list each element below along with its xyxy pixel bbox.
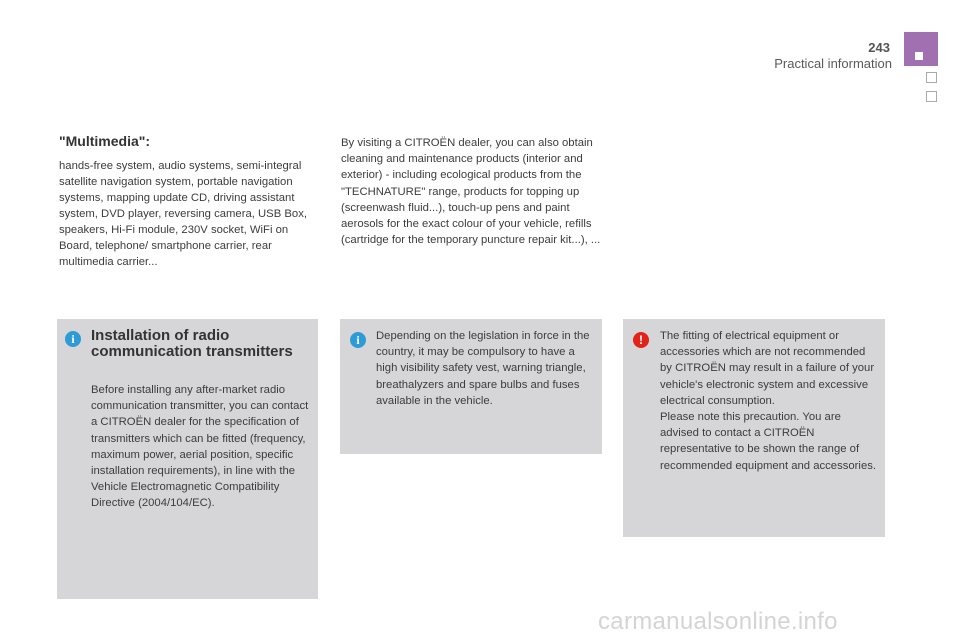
legislation-box-text: Depending on the legislation in force in the country, it may be compulsory to have a high visibility safety vest, warning triangle, breathalyzers and spare bulbs and fuses available in the vehicle. <box>376 330 590 407</box>
warning-box-text-1: The fitting of electrical equipment or accessories which are not recommended by CITROËN may result in a failure of your vehicle's electronic system and excessive electrical consumption. <box>660 330 875 407</box>
tab-outline-top <box>926 72 937 83</box>
radio-box-title: Installation of radio communication transmitters <box>91 327 293 360</box>
info-icon: i <box>65 331 81 347</box>
info-icon: i <box>350 332 366 348</box>
legislation-info-box <box>340 319 602 454</box>
radio-info-box <box>57 319 318 599</box>
warning-box-text <box>660 328 880 474</box>
warning-icon: ! <box>633 332 649 348</box>
radio-box-text: Before installing any after-market radio communication transmitter, you can contact a CITROËN dealer for the specification of transmitters which can be fitted (frequency, maximum power, aerial position, specific installation requirements), in line with the Vehicle Electromagnetic Compatibility Directive (2004/104/EC). <box>91 384 309 510</box>
multimedia-heading: "Multimedia": <box>59 133 151 149</box>
tab-square-icon <box>915 52 923 60</box>
dealer-text: By visiting a CITROËN dealer, you can also obtain cleaning and maintenance products (interior and exterior) - including ecological products from the "TECHNATURE" range, products for topping up (screenwash fluid...), touch-up pens and paint aerosols for the exact colour of your vehicle, refills (cartridge for the temporary puncture repair kit...), ... <box>341 137 601 247</box>
multimedia-text: hands-free system, audio systems, semi-integral satellite navigation system, portable navigation systems, mapping update CD, driving assistant system, DVD player, reversing camera, USB Box, speakers, Hi-Fi module, 230V socket, WiFi on Board, telephone/ smartphone carrier, rear multimedia carrier... <box>59 160 307 268</box>
warning-box-text-2: Please note this precaution. You are advised to contact a CITROËN representative to be shown the range of recommended equipment and accessories. <box>660 411 877 472</box>
tab-outline-bottom <box>926 91 937 102</box>
section-tab <box>904 32 938 66</box>
section-title: Practical information <box>774 56 892 71</box>
warning-box <box>623 319 885 537</box>
page-number: 243 <box>868 40 890 55</box>
watermark: carmanualsonline.info <box>598 608 838 635</box>
